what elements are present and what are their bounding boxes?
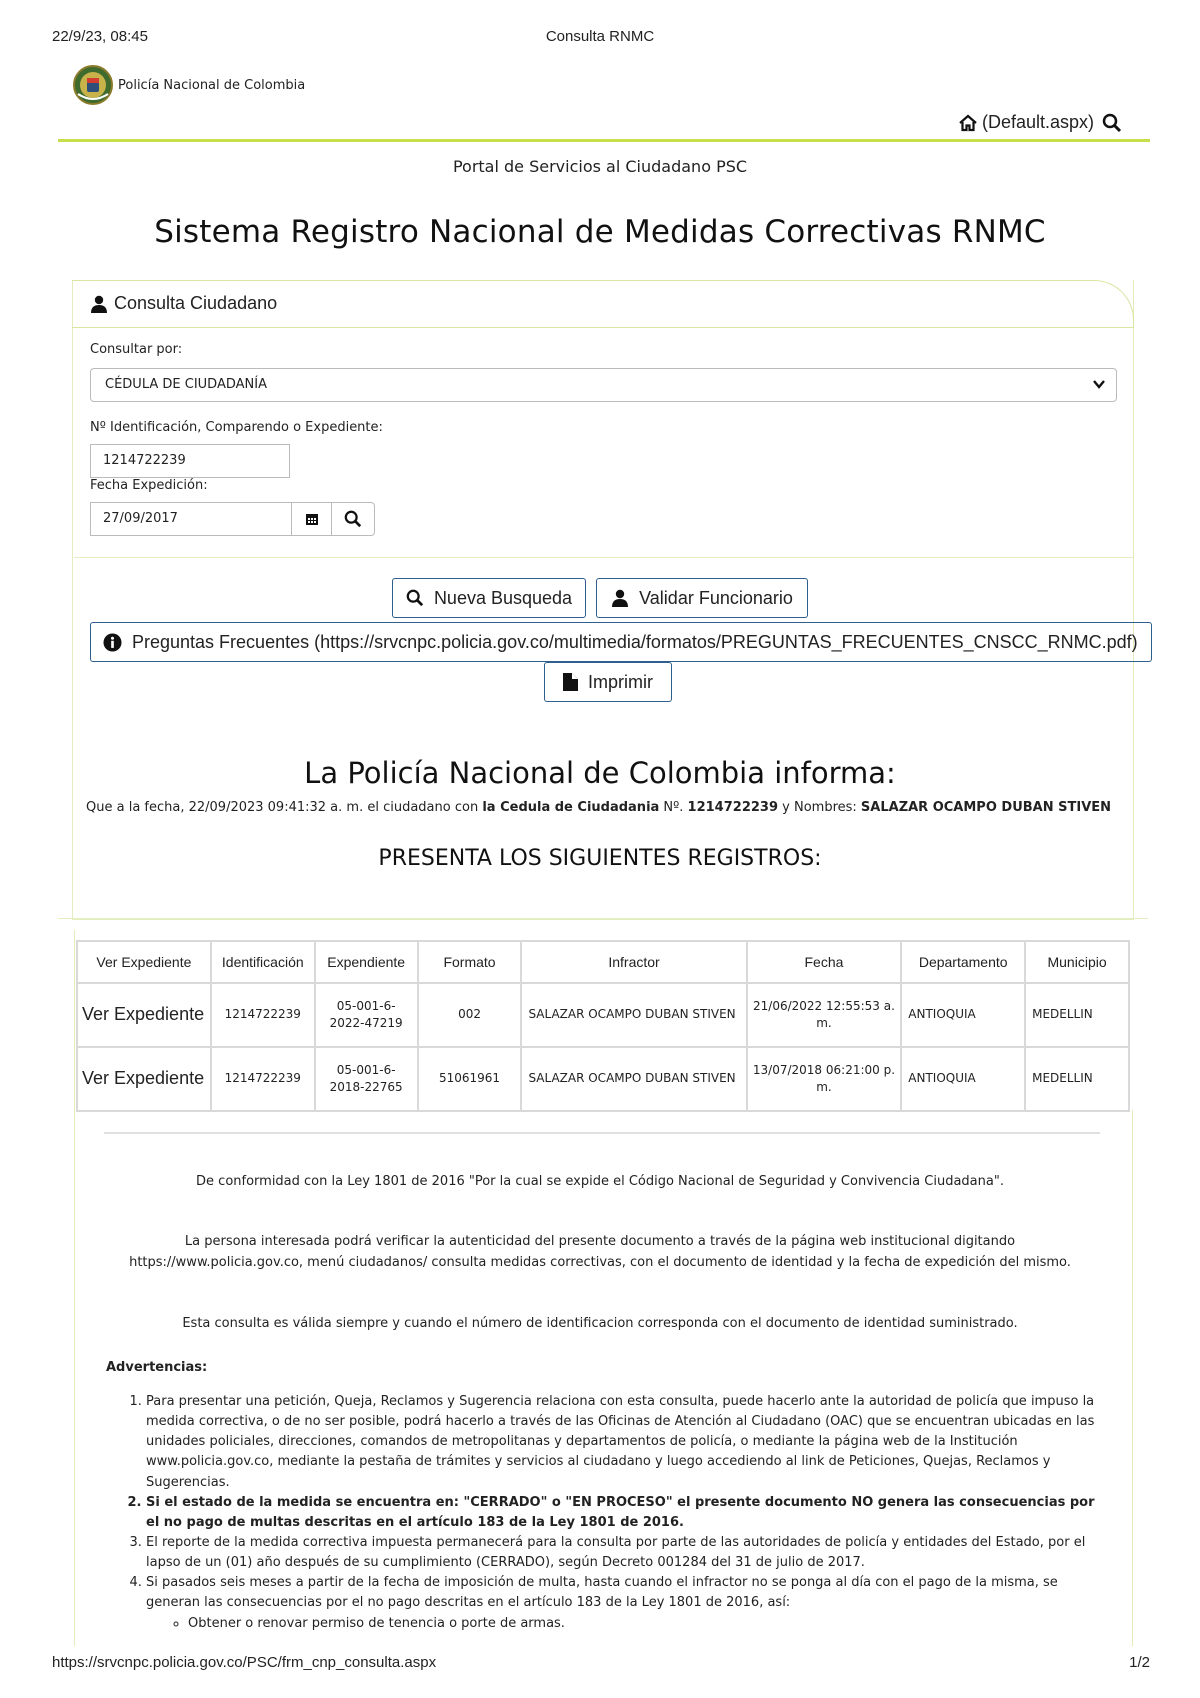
valida-note: Esta consulta es válida siempre y cuando el número de identificacion corresponda con el documento de identidad suministrado. xyxy=(182,1316,1018,1331)
imprimir-button[interactable] xyxy=(544,662,672,702)
validar-funcionario-label: Validar Funcionario xyxy=(639,587,793,608)
cell-identificacion: 1214722239 xyxy=(211,983,315,1047)
doc-number: 1214722239 xyxy=(687,800,779,815)
search-icon xyxy=(344,510,362,528)
consultar-select-value: CÉDULA DE CIUDADANÍA xyxy=(105,377,267,392)
info-icon xyxy=(103,633,122,652)
print-header xyxy=(52,28,1148,48)
nueva-busqueda-button[interactable] xyxy=(392,578,586,618)
verificar-line-2: https://www.policia.gov.co, menú ciudadanos/ consulta medidas correctivas, con el documento de identidad y la fecha de expedición del mismo. xyxy=(129,1254,1071,1270)
cell-formato: 002 xyxy=(418,983,522,1047)
table-row xyxy=(77,1047,1129,1111)
panel-heading xyxy=(72,280,1134,328)
user-icon xyxy=(611,589,629,607)
top-nav xyxy=(958,112,1122,133)
id-input[interactable]: 1214722239 xyxy=(90,444,290,478)
fecha-label: Fecha Expedición: xyxy=(90,478,208,493)
citizen-names: SALAZAR OCAMPO DUBAN STIVEN xyxy=(860,800,1112,815)
advertencias-list xyxy=(146,1392,1106,1634)
cell-municipio: MEDELLIN xyxy=(1025,983,1129,1047)
search-icon[interactable] xyxy=(1102,113,1122,133)
advertencias-title: Advertencias: xyxy=(106,1360,208,1375)
cell-fecha: 13/07/2018 06:21:00 p. m. xyxy=(747,1047,902,1111)
fecha-input[interactable]: 27/09/2017 xyxy=(90,502,292,536)
list-item: 2. Si el estado de la medida se encuentra en: "CERRADO" o "EN PROCESO" el presente documento NO genera las consecuencias por el no pago de multas descritas en el artículo 183 de la Ley 1801 de 2016. xyxy=(146,1493,1106,1533)
verificar-line-1: La persona interesada podrá verificar la autenticidad del presente documento a través de la página web institucional digitando xyxy=(184,1234,1016,1249)
ley-note: De conformidad con la Ley 1801 de 2016 "Por la cual se expide el Código Nacional de Seguridad y Convivencia Ciudadana". xyxy=(196,1174,1004,1189)
list-item xyxy=(146,1573,1106,1633)
document-icon xyxy=(563,673,578,691)
result-heading: La Policía Nacional de Colombia informa: xyxy=(304,756,896,790)
print-url: https://srvcnpc.policia.gov.co/PSC/frm_cnp_consulta.aspx xyxy=(52,1654,437,1671)
home-icon xyxy=(958,114,978,132)
nueva-busqueda-label: Nueva Busqueda xyxy=(433,587,573,608)
column-header: Infractor xyxy=(521,941,746,983)
cell-infractor: SALAZAR OCAMPO DUBAN STIVEN xyxy=(521,1047,746,1111)
cell-infractor: SALAZAR OCAMPO DUBAN STIVEN xyxy=(521,983,746,1047)
print-footer xyxy=(52,1654,1150,1671)
police-seal-icon xyxy=(72,64,114,106)
list-item-text: Si pasados seis meses a partir de la fecha de imposición de multa, hasta cuando el infractor no se ponga al día con el pago de la misma, se generan las consecuencias por el no pago descritas en el artículo 183 de la Ley 1801 de 2016, así: xyxy=(146,1575,1058,1611)
search-button[interactable] xyxy=(331,502,375,536)
cell-departamento: ANTIOQUIA xyxy=(901,983,1025,1047)
result-statement xyxy=(86,800,1111,815)
column-header: Ver Expediente xyxy=(77,941,211,983)
imprimir-label: Imprimir xyxy=(588,671,653,692)
column-header: Municipio xyxy=(1025,941,1129,983)
validar-funcionario-button[interactable] xyxy=(596,578,808,618)
header-divider xyxy=(58,139,1150,142)
verificar-note xyxy=(100,1232,1100,1274)
cell-fecha: 21/06/2022 12:55:53 a. m. xyxy=(747,983,902,1047)
statement-prefix: Que a la fecha, 22/09/2023 09:41:32 a. m. el ciudadano con xyxy=(86,800,483,815)
list-item: 1. Para presentar una petición, Queja, Reclamos y Sugerencia relaciona con esta consulta, puede hacerlo ante la autoridad de policía que impuso la medida correctiva, o de no ser posible, podrá hacerlo a través de las Oficinas de Atención al Ciudadano (OAC) que se encuentran ubicadas en las unidades policiales, direcciones, comandos de metropolitanas y departamentos de policía, o mediante la página web de la Institución www.policia.gov.co, mediante la pestaña de trámites y servicios al ciudadano y luego accediendo al link de Peticiones, Quejas, Reclamos y Sugerencias. xyxy=(146,1392,1106,1493)
consultar-label: Consultar por: xyxy=(90,342,183,357)
panel-title-label: Consulta Ciudadano xyxy=(114,293,278,313)
doc-type: la Cedula de Ciudadania xyxy=(482,800,660,815)
column-header: Identificación xyxy=(211,941,315,983)
brand[interactable] xyxy=(72,64,305,106)
calendar-button[interactable] xyxy=(291,502,332,536)
print-title: Consulta RNMC xyxy=(545,28,655,45)
names-prefix: y Nombres: xyxy=(778,800,861,815)
page-number: 1/2 xyxy=(1129,1654,1150,1671)
table-header-row xyxy=(77,941,1129,983)
list-item: 3. El reporte de la medida correctiva impuesta permanecerá para la consulta por parte de las autoridades de policía y entidades del Estado, por el lapso de un (01) año después de su cumplimiento (CERRADO), según Decreto 001284 del 31 de julio de 2017. xyxy=(146,1533,1106,1573)
sub-list-item: ◦ Obtener o renovar permiso de tenencia o porte de armas. xyxy=(188,1614,1106,1634)
right-rail xyxy=(1132,1110,1133,1646)
cell-departamento: ANTIOQUIA xyxy=(901,1047,1025,1111)
result-divider xyxy=(58,918,1148,919)
cell-municipio: MEDELLIN xyxy=(1025,1047,1129,1111)
page-title: Sistema Registro Nacional de Medidas Correctivas RNMC xyxy=(154,214,1046,250)
panel-divider xyxy=(74,557,1134,558)
records-table xyxy=(76,940,1130,1112)
preguntas-frecuentes-label: Preguntas Frecuentes (https://srvcnpc.policia.gov.co/multimedia/formatos/PREGUNTAS_FRECUENTES_CNSCC_RNMC.pdf) xyxy=(132,631,1138,652)
column-header: Formato xyxy=(418,941,522,983)
cell-identificacion: 1214722239 xyxy=(211,1047,315,1111)
column-header: Departamento xyxy=(901,941,1025,983)
print-date: 22/9/23, 08:45 xyxy=(52,28,148,45)
portal-label: Portal de Servicios al Ciudadano PSC xyxy=(452,157,748,176)
column-header: Fecha xyxy=(747,941,902,983)
cell-formato: 51061961 xyxy=(418,1047,522,1111)
cell-expediente: 05-001-6-2018-22765 xyxy=(315,1047,418,1111)
brand-name: Policía Nacional de Colombia xyxy=(118,77,306,93)
ver-expediente-link[interactable]: Ver Expediente xyxy=(77,983,211,1047)
home-link-label: (Default.aspx) xyxy=(981,112,1094,132)
consultar-select[interactable] xyxy=(90,368,1117,402)
column-header: Expendiente xyxy=(315,941,418,983)
calendar-icon xyxy=(305,512,319,526)
number-prefix: Nº. xyxy=(659,800,688,815)
chevron-down-icon xyxy=(1092,377,1106,391)
table-row xyxy=(77,983,1129,1047)
sub-list xyxy=(188,1614,1106,1634)
home-link[interactable] xyxy=(958,112,1094,133)
search-icon xyxy=(406,589,424,607)
records-heading: PRESENTA LOS SIGUIENTES REGISTROS: xyxy=(378,846,822,871)
panel-title xyxy=(90,293,277,314)
preguntas-frecuentes-link[interactable] xyxy=(90,622,1152,662)
left-rail xyxy=(74,930,75,1646)
user-icon xyxy=(90,295,108,313)
notes-divider xyxy=(104,1132,1100,1134)
id-label: Nº Identificación, Comparendo o Expediente: xyxy=(90,420,383,435)
cell-expediente: 05-001-6-2022-47219 xyxy=(315,983,418,1047)
ver-expediente-link[interactable]: Ver Expediente xyxy=(77,1047,211,1111)
